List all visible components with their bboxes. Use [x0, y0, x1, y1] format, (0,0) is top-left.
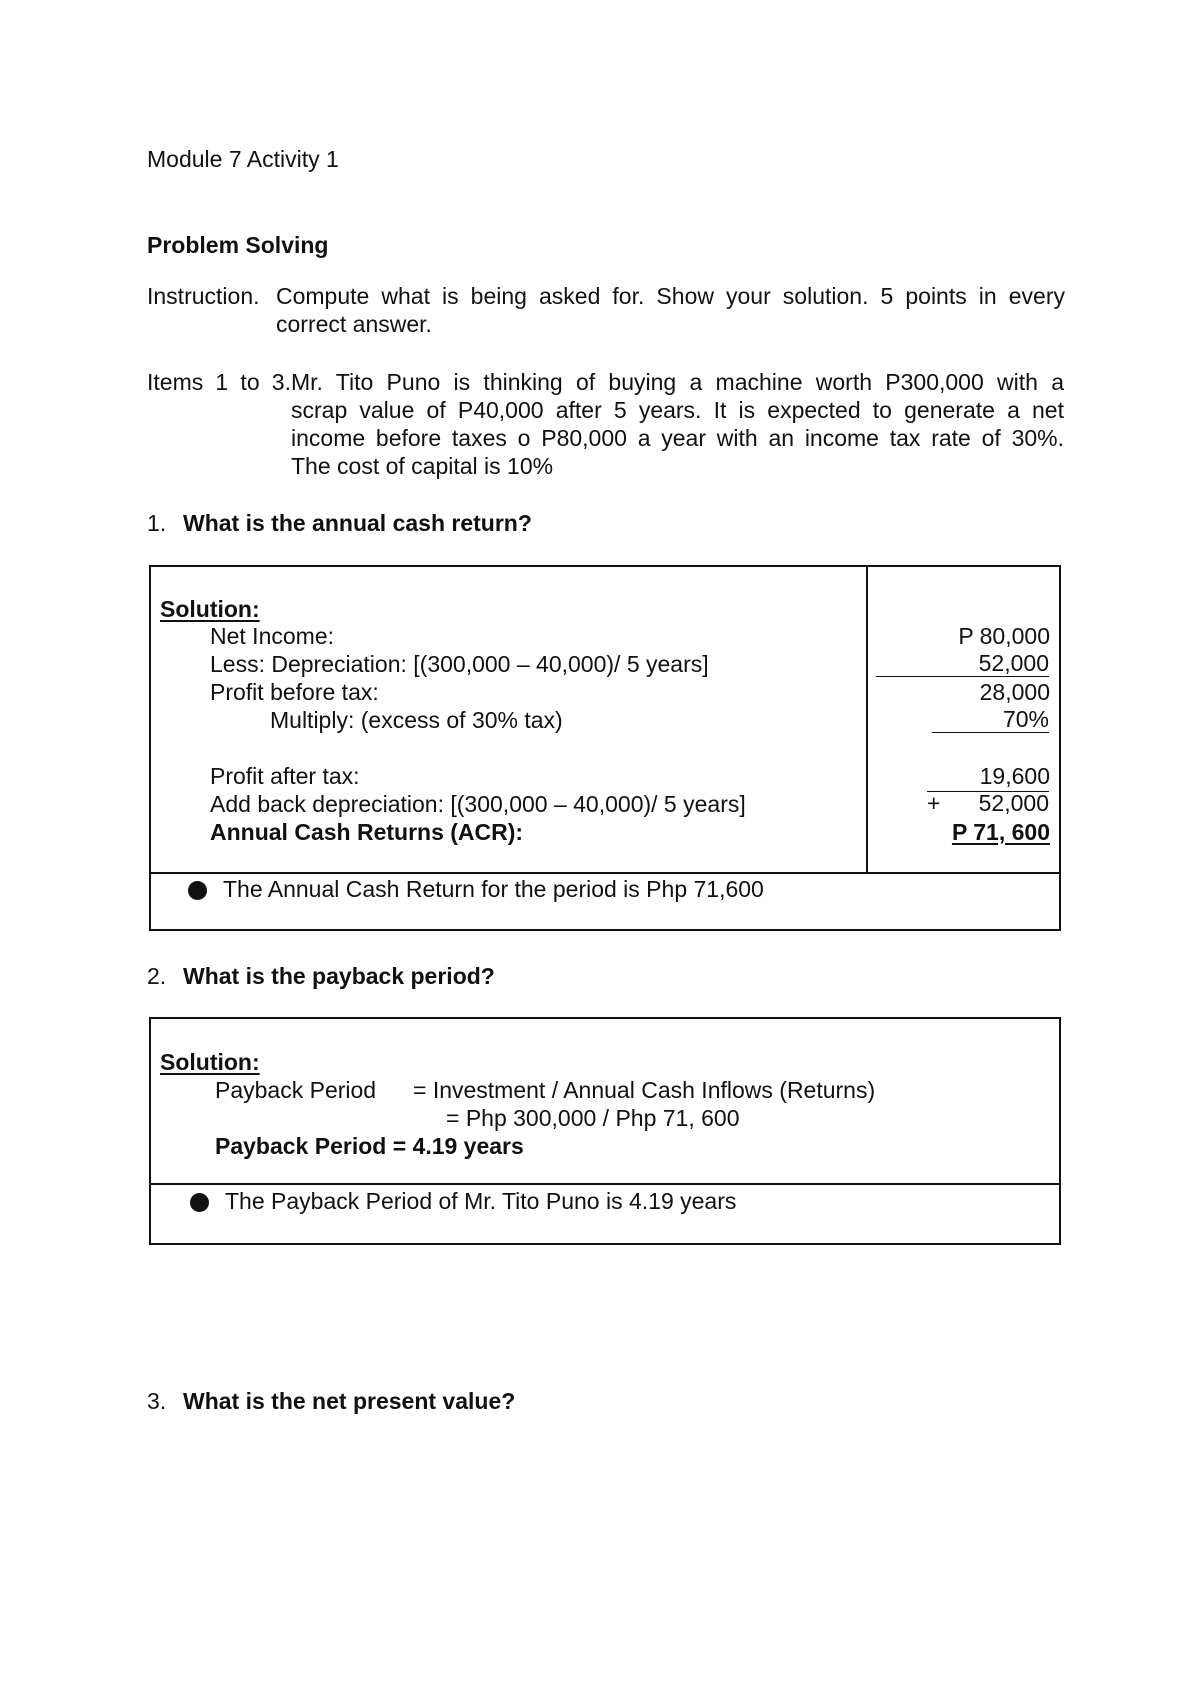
row-label-multiply: Multiply: (excess of 30% tax)	[270, 707, 563, 733]
problem-text-line2: scrap value of P40,000 after 5 years. It is expected to generate a net	[291, 397, 1064, 423]
row-label-depreciation: Less: Depreciation: [(300,000 – 40,000)/ 5 years]	[210, 651, 709, 677]
row-value-profit-after-tax: 19,600	[979, 763, 1050, 789]
plus-sign: +	[927, 790, 941, 816]
question-text: What is the payback period?	[183, 963, 495, 989]
row-label-profit-after-tax: Profit after tax:	[210, 763, 360, 789]
row-divider	[149, 1183, 1061, 1185]
row-value-add-back-depreciation: 52,000	[978, 790, 1049, 816]
solution-label: Solution:	[160, 1049, 260, 1075]
question-number: 2.	[147, 963, 167, 989]
instruction-label: Instruction.	[147, 283, 260, 309]
question-number: 3.	[147, 1388, 167, 1414]
row-value-depreciation: 52,000	[876, 651, 1049, 677]
row-value-multiply: 70%	[932, 707, 1049, 733]
row-label-add-back-depreciation: Add back depreciation: [(300,000 – 40,000)/ 5 years]	[210, 791, 746, 817]
conclusion-2: The Payback Period of Mr. Tito Puno is 4.19 years	[225, 1188, 737, 1214]
items-label: Items 1 to 3.	[147, 369, 291, 395]
row-label-acr: Annual Cash Returns (ACR):	[210, 819, 524, 845]
document-title: Module 7 Activity 1	[147, 146, 339, 172]
row-divider	[149, 872, 1061, 874]
question-number: 1.	[147, 510, 167, 536]
row-value-net-income: P 80,000	[958, 623, 1050, 649]
question-text: What is the net present value?	[183, 1388, 516, 1414]
problem-text-line3: income before taxes o P80,000 a year with an income tax rate of 30%.	[291, 425, 1064, 451]
payback-formula-line1: = Investment / Annual Cash Inflows (Returns)	[413, 1077, 876, 1103]
problem-text-line1: Mr. Tito Puno is thinking of buying a machine worth P300,000 with a	[291, 369, 1064, 395]
row-value-acr: P 71, 600	[951, 819, 1050, 845]
bullet-icon	[188, 881, 207, 900]
solution-label: Solution:	[160, 596, 260, 622]
payback-label: Payback Period	[215, 1077, 377, 1103]
bullet-icon	[190, 1193, 209, 1212]
section-heading: Problem Solving	[147, 232, 329, 258]
payback-formula-line2: = Php 300,000 / Php 71, 600	[446, 1105, 740, 1131]
question-text: What is the annual cash return?	[183, 510, 532, 536]
row-label-net-income: Net Income:	[210, 623, 334, 649]
column-divider	[866, 565, 868, 874]
instruction-text-line2: correct answer.	[276, 311, 432, 337]
problem-text-line4: The cost of capital is 10%	[291, 453, 554, 479]
payback-result: Payback Period = 4.19 years	[215, 1133, 524, 1159]
conclusion-1: The Annual Cash Return for the period is Php 71,600	[223, 876, 764, 902]
instruction-text-line1: Compute what is being asked for. Show your solution. 5 points in every	[276, 283, 1065, 309]
row-value-profit-before-tax: 28,000	[979, 679, 1050, 705]
row-value-add-back	[927, 790, 1049, 816]
row-label-profit-before-tax: Profit before tax:	[210, 679, 379, 705]
